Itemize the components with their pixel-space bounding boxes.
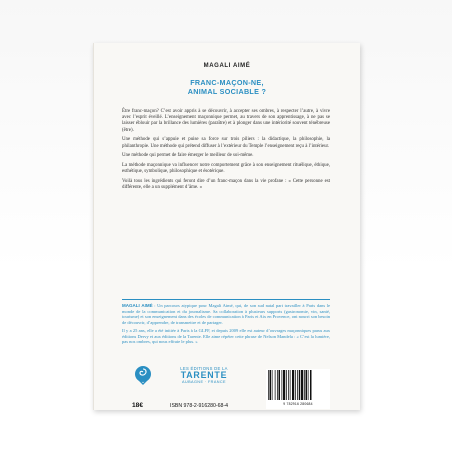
publisher-name	[154, 366, 254, 384]
barcode-bar	[279, 370, 281, 400]
isbn: ISBN 978-2-916280-68-4	[170, 403, 228, 409]
publisher-logo	[134, 365, 254, 389]
barcode-bars-icon	[268, 370, 328, 401]
barcode-number: 9 782916 280684	[283, 402, 313, 406]
blurb-paragraph: Voilà tous les ingrédients qui feront dire d’un franc-maçon dans la vie profane : « Cette personne est différente, elle a un supplément d’âme. »	[122, 179, 330, 191]
barcode-bar	[304, 370, 305, 400]
barcode-bar	[283, 370, 285, 400]
blurb-paragraph: Une méthode qui s’appuie et puise sa force sur trois piliers : la didactique, la philosophie, la philanthropie. Une méthode qui prétend diffuser à l’extérieur du Temple l’enseignement reçu à l’intérieur.	[122, 137, 330, 149]
bio-paragraph-2: Il y a 25 ans, elle a été initiée à Paris à la GLFF, et depuis 2009 elle est auteur d’ouvrages maçonniques parus aux éditions Dervy et aux éditions de la Tarente. Elle aime répéter cette phrase de Nelson Mandela : « C’est la lumière, pas nos ombres, qui nous effraie le plus. »	[122, 327, 330, 345]
blurb	[122, 109, 330, 195]
barcode-bar	[275, 370, 276, 400]
publisher-line-2: TARENTE	[180, 370, 228, 380]
barcode-bar	[290, 370, 291, 400]
barcode-bar	[268, 370, 269, 400]
bio-paragraph-1	[122, 303, 330, 325]
divider	[122, 299, 330, 300]
barcode-bar	[306, 370, 308, 400]
bio-author-name: MAGALI AIMÉ	[122, 303, 153, 308]
barcode-bar	[288, 370, 289, 400]
publisher-line-3: AUBAGNE · FRANCE	[182, 380, 226, 384]
title-line-2: ANIMAL SOCIABLE ?	[187, 87, 267, 96]
blurb-paragraph: La méthode maçonnique va influencer notre comportement grâce à son enseignement rituélique, éthique, esthétique, symbolique, philosophique et ésotérique.	[122, 163, 330, 175]
author-bio	[122, 303, 330, 347]
barcode-bar	[295, 370, 296, 400]
barcode-bar	[277, 370, 278, 400]
bio-text-1: : Un parcours atypique pour Magali Aimé, qui, de son sud natal part travailler à Paris dans le monde de la communication et du journalisme. Sa collaboration à plusieurs supports (gastronomie, vin, santé, tourisme) et son enseignement dans des écoles de communication à Paris et Aix en Provence, ont nourri son besoin de découvrir, d’apprendre, de transmettre et de partager.	[122, 303, 330, 325]
barcode-bar	[292, 370, 294, 400]
barcode	[266, 369, 330, 409]
barcode-bar	[270, 370, 272, 400]
blurb-paragraph: Être franc-maçon? C’est avoir appris à se découvrir, à accepter ses ombres, à respecter l’autre, à vivre avec l’esprit éveillé. L’enseignement maçonnique permet, au travers de son apprentissage, à ne pas se laisser éblouir par la brillance des lumières (paraître) et à plonger dans une intériorité souvent ténébreuse (être).	[122, 109, 330, 133]
barcode-bar	[299, 370, 301, 400]
barcode-bar	[286, 370, 287, 400]
blurb-paragraph: Une méthode qui permet de faire émerger le meilleur de soi-même.	[122, 153, 254, 159]
book-title	[94, 78, 360, 96]
spiral-logo-icon	[134, 365, 152, 385]
barcode-bar	[310, 370, 312, 400]
publisher-line-1: LES ÉDITIONS DE LA	[180, 366, 228, 371]
price: 18€	[132, 402, 144, 409]
barcode-bar	[301, 370, 303, 400]
barcode-bar	[272, 370, 273, 400]
author-name: MAGALI AIMÉ	[203, 63, 251, 69]
barcode-bar	[308, 370, 309, 400]
barcode-bar	[297, 370, 298, 400]
book-back-cover	[93, 43, 360, 410]
title-line-1: FRANC-MAÇON-NE,	[190, 78, 264, 87]
barcode-bar	[282, 370, 283, 400]
